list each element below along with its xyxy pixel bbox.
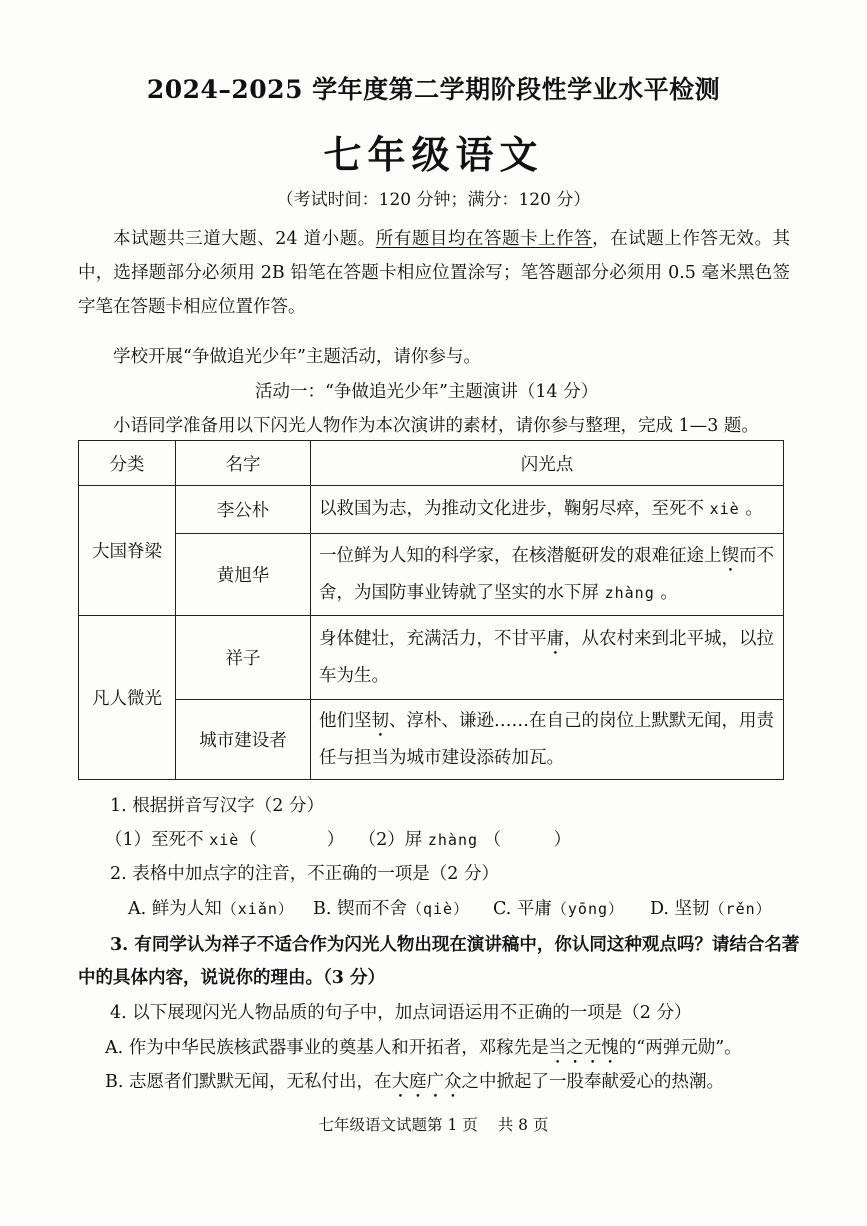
instructions-part2: ，在试题上作答无效。其中，选择题部分必须用 2B 铅笔在答题卡相应位置涂写；笔答题部分必须用 0.5 毫米黑色签字笔在答题卡相应位置作答。 (78, 229, 790, 317)
q2-option-c (493, 895, 624, 920)
question-2: 2. 表格中加点字的注音，不正确的一项是（2 分） (110, 864, 499, 884)
highlight-cell (311, 700, 784, 780)
question-1: 1. 根据拼音写汉字（2 分） (110, 796, 324, 816)
q2-option-label: A. 鲜为人知 (128, 899, 222, 919)
characters-table (78, 440, 784, 780)
q1-a-pinyin: xiè (209, 831, 240, 849)
q2-option-label: D. 坚韧 (650, 899, 710, 919)
highlight-text-end: 、淳朴、谦逊……在自己的岗位上默默无闻，用责任与担当为城市建设添砖加瓦。 (319, 710, 774, 768)
q4-a-text: A. 作为中华民族核武器事业的奠基人和开拓者，邓稼先是 (105, 1038, 549, 1058)
q4-a-dotted-word: 当之无愧 (548, 1038, 619, 1058)
table-header-highlight: 闪光点 (311, 441, 784, 486)
q4-a-text-end: 的“两弹元勋”。 (618, 1038, 742, 1058)
q2-option-pinyin: （xiǎn） (221, 900, 294, 918)
q2-option-pinyin: （yōng） (551, 900, 625, 918)
footer-page-number: 七年级语文试题第 1 页 (318, 1116, 478, 1134)
highlight-cell (311, 486, 784, 534)
name-cell: 黄旭华 (176, 534, 311, 616)
table-row (79, 534, 784, 616)
highlight-cell (311, 534, 784, 616)
q2-option-pinyin: （rěn） (709, 900, 772, 918)
table-row (79, 616, 784, 700)
table-header-name: 名字 (176, 441, 311, 486)
activity-description: 小语同学准备用以下闪光人物作为本次演讲的素材，请你参与整理，完成 1—3 题。 (113, 416, 759, 436)
table-header-row (79, 441, 784, 486)
category-cell: 凡人微光 (79, 616, 176, 780)
exam-title: 2024–2025 学年度第二学期阶段性学业水平检测 (146, 75, 721, 104)
q4-option-a (105, 1034, 742, 1068)
highlight-text-mid: 而不舍，为国防事业铸就了坚实的水下屏 (319, 545, 774, 603)
table-row (79, 486, 784, 534)
highlight-text: 以救国为志，为推动文化进步，鞠躬尽瘁，至死不 (319, 499, 704, 519)
q4-b-dotted-word: 大庭广众 (391, 1072, 462, 1092)
highlight-cell (311, 616, 784, 700)
instructions (78, 222, 790, 324)
pinyin-text: xiè (709, 500, 740, 518)
dotted-char: 庸 (546, 628, 564, 649)
q1-a-blank: （ ） (239, 830, 336, 850)
pinyin-text: zhàng (604, 583, 655, 602)
highlight-text: 他们坚 (319, 710, 372, 731)
q2-option-a (128, 895, 294, 920)
dotted-char: 韧 (371, 710, 389, 731)
subject-title: 七年级语文 (323, 132, 544, 177)
instructions-part1: 本试题共三道大题、24 道小题。 (113, 229, 376, 249)
q4-option-b (105, 1068, 724, 1102)
category-cell: 大国脊梁 (79, 486, 176, 616)
q1-b-label: （2）屏 (358, 830, 423, 850)
q1-b-blank: （ ） (483, 830, 572, 850)
highlight-text: 一位鲜为人知的科学家，在核潜艇研发的艰难征途上 (319, 545, 722, 566)
q1-a-label: （1）至死不 (105, 830, 204, 850)
q2-option-pinyin: （qiè） (407, 900, 470, 918)
q2-option-label: C. 平庸 (493, 899, 552, 919)
question-3-line-1: 3. 有同学认为祥子不适合作为闪光人物出现在演讲稿中，你认同这种观点吗？请结合名著 (110, 935, 800, 955)
name-cell: 城市建设者 (176, 700, 311, 780)
instructions-underlined: 所有题目均在答题卡上作答 (375, 229, 593, 249)
table-row (79, 700, 784, 780)
q1-b-pinyin: zhàng (427, 831, 479, 849)
activity-title: 活动一：“争做追光少年”主题演讲（14 分） (255, 382, 599, 402)
name-cell: 李公朴 (176, 486, 311, 534)
question-3-line-2: 中的具体内容，说说你的理由。（3 分） (78, 968, 386, 988)
question-4: 4. 以下展现闪光人物品质的句子中，加点词语运用不正确的一项是（2 分） (110, 1003, 692, 1023)
name-cell: 祥子 (176, 616, 311, 700)
q2-option-b (313, 895, 469, 920)
highlight-text-end: 。 (745, 499, 763, 519)
exam-info: （考试时间：120 分钟；满分：120 分） (276, 190, 591, 210)
dotted-char: 锲 (721, 545, 739, 566)
page-footer (0, 1113, 867, 1135)
highlight-text: 身体健壮，充满活力，不甘平 (319, 628, 547, 649)
q2-option-label: B. 锲而不舍 (313, 899, 407, 919)
q4-b-text-end: 之中掀起了一股奉献爱心的热潮。 (461, 1072, 724, 1092)
footer-total-pages: 共 8 页 (497, 1116, 549, 1134)
q4-b-text: B. 志愿者们默默无闻，无私付出，在 (105, 1072, 392, 1092)
q2-option-d (650, 895, 772, 920)
question-1-items (105, 826, 571, 851)
highlight-text-end: 。 (660, 582, 678, 603)
intro-text: 学校开展“争做追光少年”主题活动，请你参与。 (113, 347, 481, 367)
table-header-category: 分类 (79, 441, 176, 486)
highlight-text-end: ，从农村来到北平城，以拉车为生。 (319, 628, 774, 686)
